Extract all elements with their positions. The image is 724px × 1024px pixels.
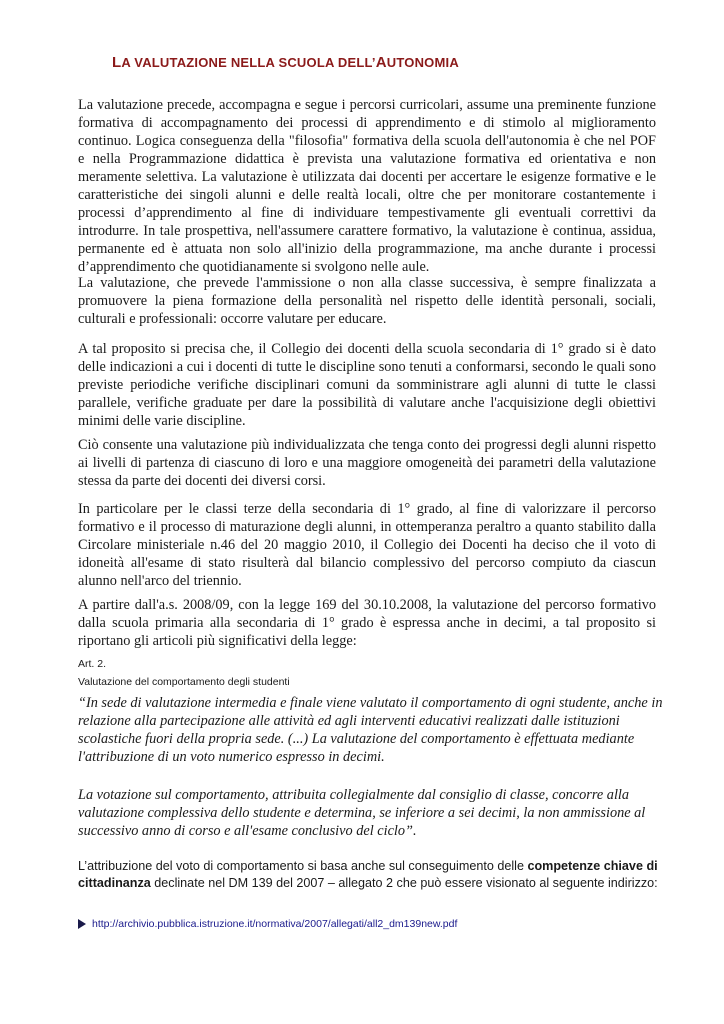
paragraph-3: A tal proposito si precisa che, il Collegio dei docenti della scuola secondaria di 1° grado si è dato delle indicazioni a cui i docenti di tutte le discipline sono tenuti a conformarsi, secondo le quali sono previste periodiche verifiche disciplinari comuni da somministrare agli alunni di tutte le classi parallele, verifiche graduate per dare la possibilità di valutare anche l'acquisizione degli obiettivi minimi delle varie discipline. — [78, 341, 656, 429]
title-part-1: A VALUTAZIONE NELLA SCUOLA DELL — [121, 55, 372, 70]
law-quote-1: “In sede di valutazione intermedia e finale viene valutato il comportamento di ogni studente, anche in relazione alla partecipazione alle attività ed agli interventi educativi realizzati dalle istituzioni scolastiche fuori della propria sede. (...) La valutazione del comportamento è effettuata mediante l'attribuzione di un voto numerico espresso in decimi. — [78, 695, 663, 765]
document-title — [112, 54, 459, 71]
title-part-2: UTONOMIA — [386, 55, 459, 70]
paragraph-5: In particolare per le classi terze della secondaria di 1° grado, al fine di valorizzare il percorso formativo e il processo di maturazione degli alunni, in ottemperanza peraltro a quanto stabilito dalla Circolare ministeriale n.46 del 20 maggio 2010, il Collegio dei Docenti ha deciso che il voto di idoneità all'esame di stato risulterà dal bilancio complessivo del percorso compiuto da ciascun alunno nell'arco del triennio. — [78, 501, 656, 589]
title-initial-a: A — [375, 54, 387, 71]
title-apostrophe: ’ — [371, 55, 376, 70]
paragraph-1: La valutazione precede, accompagna e segue i percorsi curricolari, assume una preminente funzione formativa di accompagnamento dei processi di apprendimento e di stimolo al miglioramento continuo. Logica conseguenza della "filosofia" formativa della scuola dell'autonomia è che nel POF e nella Programmazione didattica è prevista una valutazione formativa ed orientativa e non meramente selettiva. La valutazione è utilizzata dai docenti per accertare le esigenze formative e le caratteristiche dei singoli alunni e delle realtà locali, oltre che per monitorare costantemente i processi d’apprendimento al fine di individuare tempestivamente gli eventuali correttivi da introdurre. In tale prospettiva, nell'assumere carattere formativo, la valutazione è continua, assidua, permanente ed è attuata non solo all'inizio della programmazione, ma anche durante i processi d’apprendimento che quotidianamente si svolgono nelle aule. — [78, 97, 656, 275]
closing-text-before: L’attribuzione del voto di comportamento si basa anche sul conseguimento delle — [78, 859, 528, 873]
arrow-right-icon — [78, 919, 86, 929]
paragraph-2: La valutazione, che prevede l'ammissione o non alla classe successiva, è sempre finalizzata a promuovere la piena formazione della personalità nel rispetto delle identità personali, sociali, culturali e professionali: occorre valutare per educare. — [78, 275, 656, 327]
link-row — [78, 918, 457, 930]
article-number: Art. 2. — [78, 658, 107, 670]
paragraph-4: Ciò consente una valutazione più individualizzata che tenga conto dei progressi degli alunni rispetto ai livelli di partenza di ciascuno di loro e una maggiore omogeneità dei parametri della valutazione stessa da parte dei docenti dei diversi corsi. — [78, 437, 656, 489]
closing-text-after: declinate nel DM 139 del 2007 – allegato 2 che può essere visionato al seguente indirizzo: — [150, 876, 658, 890]
article-title: Valutazione del comportamento degli studenti — [78, 676, 290, 688]
competenze-highlight: competenze chiave di cittadinanza — [78, 859, 658, 890]
paragraph-6: A partire dall'a.s. 2008/09, con la legge 169 del 30.10.2008, la valutazione del percorso formativo dalla scuola primaria alla secondaria di 1° grado è espressa anche in decimi, a tal proposito si riportano gli articoli più significativi della legge: — [78, 597, 656, 649]
dm139-link[interactable]: http://archivio.pubblica.istruzione.it/normativa/2007/allegati/all2_dm139new.pdf — [92, 918, 458, 930]
law-quote-2: La votazione sul comportamento, attribuita collegialmente dal consiglio di classe, concorre alla valutazione complessiva dello studente e determina, se inferiore a sei decimi, la non ammissione al successivo anno di corso e all'esame conclusivo del ciclo”. — [78, 787, 646, 839]
closing-paragraph — [78, 858, 668, 892]
title-initial-l: L — [112, 54, 122, 71]
